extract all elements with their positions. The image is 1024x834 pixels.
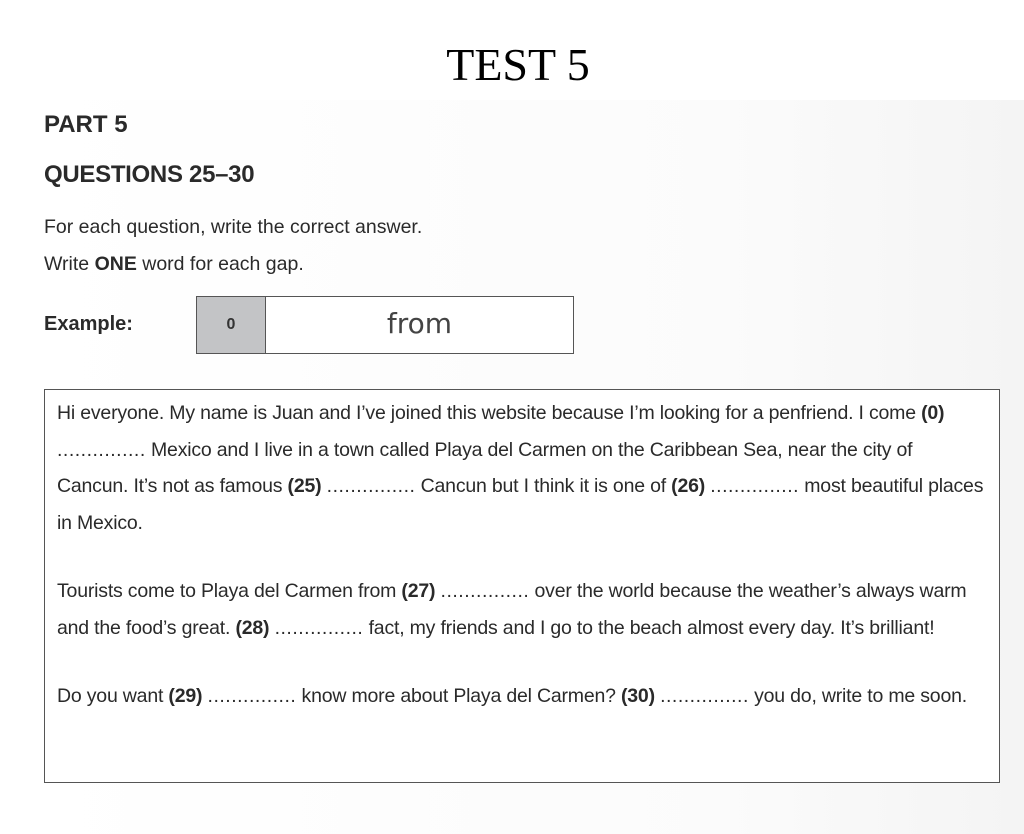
part-heading: PART 5 <box>44 111 128 138</box>
page-title: TEST 5 <box>446 39 590 90</box>
example-answer: from <box>386 306 453 340</box>
answer-gap-27[interactable]: ............... <box>440 580 530 602</box>
passage-text: know more about Playa del Carmen? <box>296 685 621 707</box>
example-number: 0 <box>197 297 266 353</box>
questions-heading: QUESTIONS 25–30 <box>44 161 255 188</box>
passage-paragraph-2 <box>57 573 985 646</box>
passage-text: Cancun but I think it is one of <box>415 475 672 497</box>
answer-gap-30[interactable]: ............... <box>660 685 749 707</box>
question-number-28: (28) <box>235 616 270 639</box>
instruction-text: Write <box>44 253 95 275</box>
passage-paragraph-1 <box>57 395 985 541</box>
instruction-line-2 <box>44 253 304 276</box>
passage-text: Tourists come to Playa del Carmen from <box>57 580 402 602</box>
answer-gap-0: ............... <box>57 438 146 461</box>
question-number-30: (30) <box>620 685 655 707</box>
example-answer-box <box>196 296 574 354</box>
answer-gap-28[interactable]: ............... <box>274 616 364 639</box>
example-label: Example: <box>44 313 133 335</box>
passage-text: over the world because the weather’s always warm and the food’s great. <box>57 580 967 639</box>
passage-paragraph-3 <box>57 678 985 715</box>
instruction-text: word for each gap. <box>136 253 304 275</box>
passage-box <box>44 389 1000 783</box>
question-number-25: (25) <box>287 475 322 497</box>
answer-gap-26[interactable]: ............... <box>710 475 800 497</box>
passage-text: Hi everyone. My name is Juan and I’ve joined this website because I’m looking for a penfriend. I come <box>57 402 922 424</box>
question-number-27: (27) <box>401 580 436 602</box>
passage-text: Do you want <box>57 685 169 707</box>
question-number-0: (0) <box>921 402 945 424</box>
question-number-26: (26) <box>671 475 706 497</box>
answer-gap-25[interactable]: ............... <box>326 475 416 497</box>
passage-text: you do, write to me soon. <box>748 685 967 707</box>
answer-gap-29[interactable]: ............... <box>207 685 297 707</box>
passage-text: fact, my friends and I go to the beach almost every day. It’s brilliant! <box>363 616 935 639</box>
instruction-line-1: For each question, write the correct answer. <box>44 216 423 238</box>
passage-text: most beautiful places in Mexico. <box>57 475 984 534</box>
passage-text: Mexico and I live in a town called Playa del Carmen on the Caribbean Sea, near the city of Cancun. It’s not as famous <box>57 438 913 497</box>
instruction-emphasis: ONE <box>94 253 137 275</box>
question-number-29: (29) <box>168 685 203 707</box>
